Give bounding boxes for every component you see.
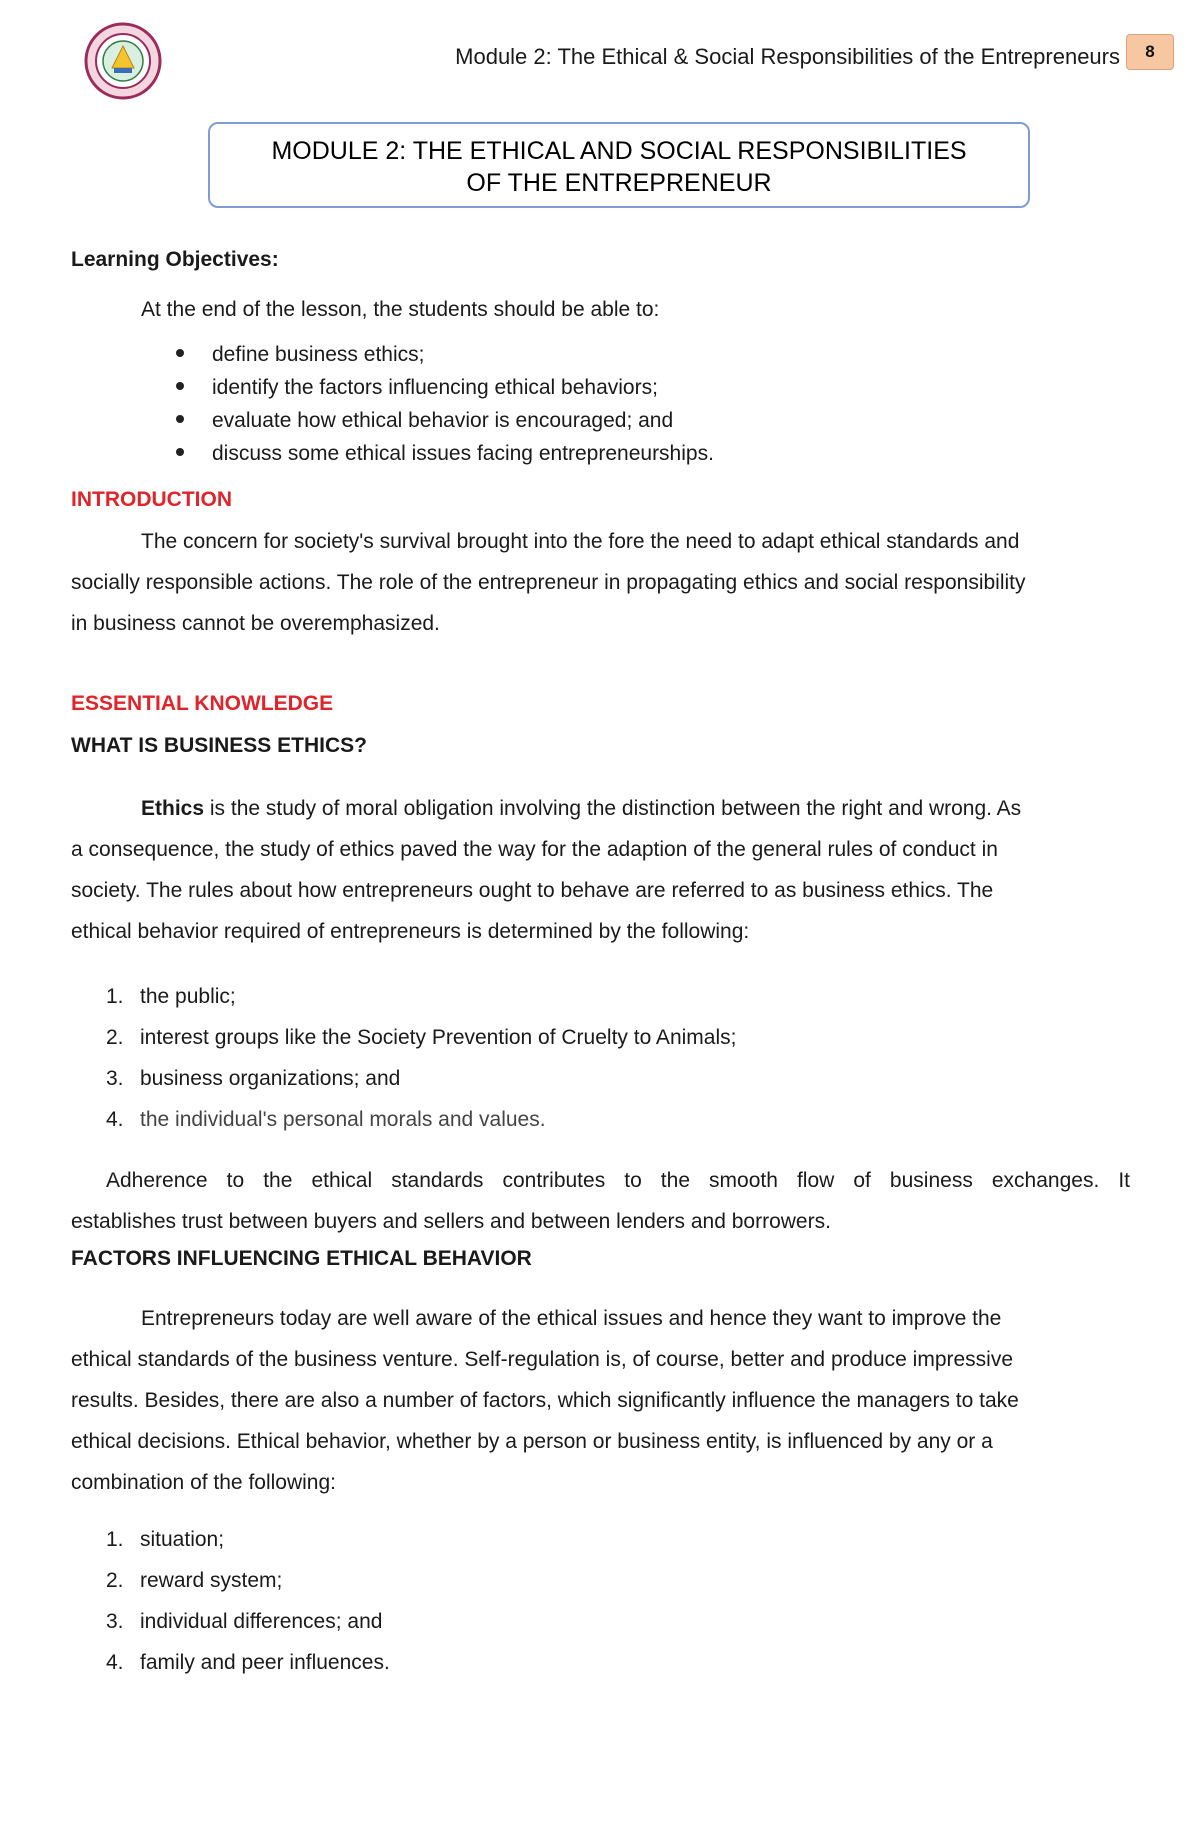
business-ethics-heading: WHAT IS BUSINESS ETHICS? [71, 734, 367, 757]
objectives-intro: At the end of the lesson, the students should be able to: [141, 298, 660, 321]
adherence-line: Adherence to the ethical standards contributes to the smooth flow of business exchanges. It [106, 1169, 1130, 1192]
objectives-list [176, 338, 714, 470]
list-item: 2. interest groups like the Society Prevention of Cruelty to Animals; [106, 1026, 737, 1049]
factors-paragraph-line: Entrepreneurs today are well aware of the ethical issues and hence they want to improve the [141, 1307, 1002, 1330]
introduction-line: socially responsible actions. The role of the entrepreneur in propagating ethics and social responsibility [71, 571, 1026, 594]
objectives-heading: Learning Objectives: [71, 248, 279, 271]
introduction-heading: INTRODUCTION [71, 488, 232, 511]
ethics-definition: is the study of moral obligation involving the distinction between the right and wrong. As [204, 797, 1022, 820]
module-title-box [208, 122, 1030, 208]
objective-item: discuss some ethical issues facing entrepreneurships. [176, 437, 714, 470]
essential-knowledge-heading: ESSENTIAL KNOWLEDGE [71, 692, 334, 715]
objective-item: identify the factors influencing ethical behaviors; [176, 371, 714, 404]
page-number-badge: 8 [1126, 34, 1174, 70]
factors-paragraph-line: ethical standards of the business venture. Self-regulation is, of course, better and produce impressive [71, 1348, 1014, 1371]
ethics-paragraph-line: a consequence, the study of ethics paved the way for the adaption of the general rules of conduct in [71, 838, 998, 861]
list-item: 1. the public; [106, 985, 236, 1008]
factors-paragraph-line: ethical decisions. Ethical behavior, whether by a person or business entity, is influenced by any or a [71, 1430, 993, 1453]
ethics-paragraph-line: ethical behavior required of entrepreneurs is determined by the following: [71, 920, 750, 943]
list-item: 3. business organizations; and [106, 1067, 401, 1090]
ethics-paragraph-first-line [141, 788, 1021, 829]
factors-paragraph-line: combination of the following: [71, 1471, 336, 1494]
list-item: 1. situation; [106, 1528, 225, 1551]
factors-heading: FACTORS INFLUENCING ETHICAL BEHAVIOR [71, 1247, 532, 1270]
factors-list [106, 1519, 390, 1683]
list-item: 4. family and peer influences. [106, 1651, 390, 1674]
list-item: 4. the individual's personal morals and values. [106, 1108, 546, 1131]
objective-item: evaluate how ethical behavior is encouraged; and [176, 404, 714, 437]
factors-paragraph-line: results. Besides, there are also a number of factors, which significantly influence the managers to take [71, 1389, 1019, 1412]
module-title-line1: MODULE 2: THE ETHICAL AND SOCIAL RESPONSIBILITIES [271, 137, 967, 165]
introduction-line: The concern for society's survival brought into the fore the need to adapt ethical standards and [141, 530, 1020, 553]
module-title-line2: OF THE ENTREPRENEUR [466, 169, 772, 197]
objective-item: define business ethics; [176, 338, 714, 371]
list-item: 2. reward system; [106, 1569, 283, 1592]
running-header-title: Module 2: The Ethical & Social Responsibilities of the Entrepreneurs [455, 44, 1120, 69]
school-seal-logo [84, 22, 162, 100]
ethics-term: Ethics [141, 797, 205, 820]
introduction-line: in business cannot be overemphasized. [71, 612, 440, 635]
ethics-determinants-list [106, 976, 736, 1140]
ethics-paragraph-line: society. The rules about how entrepreneurs ought to behave are referred to as business ethics. The [71, 879, 994, 902]
list-item: 3. individual differences; and [106, 1610, 383, 1633]
adherence-line: establishes trust between buyers and sellers and between lenders and borrowers. [71, 1210, 831, 1233]
